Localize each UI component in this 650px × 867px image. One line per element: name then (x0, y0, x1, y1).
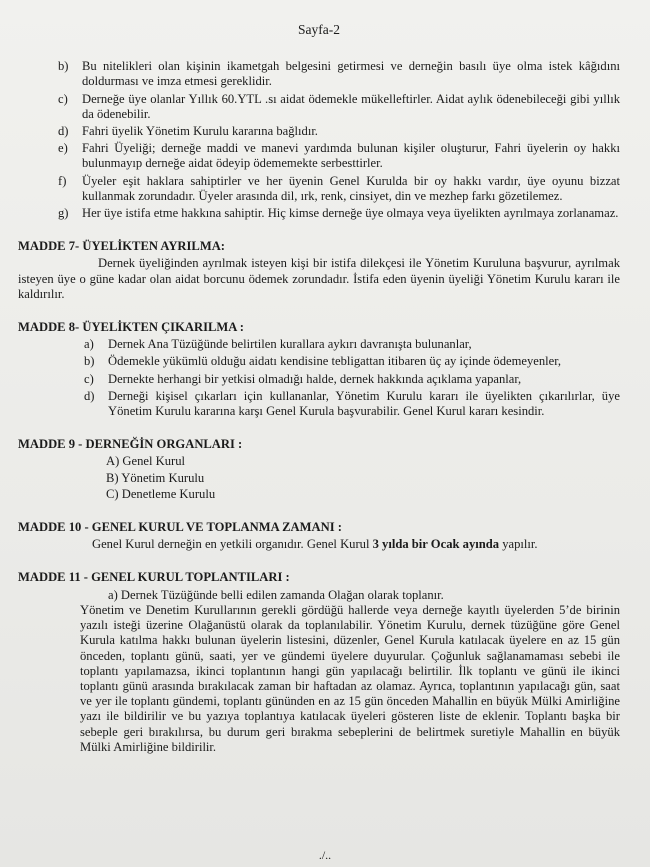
article-title: MADDE 9 - DERNEĞİN ORGANLARI : (18, 437, 243, 452)
list-item: B) Yönetim Kurulu (106, 470, 205, 485)
list-item: d) Fahri üyelik Yönetim Kurulu kararına bağlıdır. (58, 124, 318, 139)
article-text: Dernek üyeliğinden ayrılmak isteyen kişi bir istifa dilekçesi ile Yönetim Kuruluna başvurur, ayrılmak isteyen üye o güne kadar olan aidat borcunu ödemek zorundadır. İstifa eden üyenin üyeliği Yönetim Kurulu kararı ile kaldırılır. (18, 256, 620, 301)
list-item: C) Denetleme Kurulu (106, 486, 216, 501)
list-item: b) Bu nitelikleri olan kişinin ikametgah belgesini getirmesi ve derneğin basılı üye olma istek kâğıdını doldurması ve imza etmesi gereklidir. (58, 59, 620, 89)
organ-list (106, 454, 620, 502)
article-text: Yönetim ve Denetim Kurullarının gerekli gördüğü hallerde veya derneğe kayıtlı üyelerden 5’de birinin yazılı isteği üzerine Olağanüstü olarak da toplanılabilir. Yönetim Kurulu, dernek tüzüğüne göre Genel Kurula katılma hakkı bulunan üyelerin listesini, düzenler, Genel Kurula katılacak üyelere en az 15 gün önceden, toplantı günü, saati, yer ve gündemi üyelere duyurular. Çoğunluk sağlanamaması sebebi ile toplantı yapılamazsa, ikinci toplantının hangi gün yapılacağı belirtilir. İlk toplantı ve günü ile ikinci toplantı günü arasında bırakılacak zaman bir haftadan az olamaz. Ayrıca, toplantının yapılacağı gün, saat ve yer ile toplantı gündemi, toplantı gününden en az 15 gün önceden Mahallin en büyük Mülki Amirliğine yazı ile bildirilir ve bu yazıya toplantıya katılacak üyeleri gösteren liste de eklenir. Toplantı başka bir sebeple geri bırakılırsa, bu durum geri bırakma sebeplerini de belirtmek suretiyle Mahallin en büyük Mülki Amirliğine bildirilir. (80, 602, 620, 754)
article-first-line: a) Dernek Tüzüğünde belli edilen zamanda Olağan olarak toplanır. (108, 587, 444, 602)
list-item: c) Dernekte herhangi bir yetkisi olmadığı halde, dernek hakkında açıklama yapanlar, (84, 371, 522, 386)
article-10 (18, 520, 620, 552)
article-title: MADDE 8- ÜYELİKTEN ÇIKARILMA : (18, 320, 244, 335)
meeting-period: 3 yılda bir Ocak ayında (372, 537, 500, 552)
article-9 (18, 437, 620, 502)
continuation-mark: ./.. (318, 847, 332, 862)
article-list (84, 337, 620, 419)
page-number: Sayfa-2 (298, 22, 340, 37)
list-item: c) Derneğe üye olanlar Yıllık 60.YTL .sı aidat ödemekle mükelleftirler. Aidat aylık ödenebileceği gibi yıllık da ödenebilir. (58, 91, 620, 121)
list-item: e) Fahri Üyeliği; derneğe maddi ve manevi yardımda bulunan kişiler oluşturur, Fahri üyelerin oy hakkı bulunmayıp derneğe aidat ödeyip ödememekte serbesttirler. (58, 141, 620, 171)
list-item: A) Genel Kurul (106, 454, 186, 469)
article-8 (18, 320, 620, 419)
list-item: b) Ödemekle yükümlü olduğu aidatı kendisine tebligattan itibaren üç ay içinde ödemeyenler, (84, 354, 562, 369)
article-7 (18, 239, 620, 302)
list-item: d) Derneği kişisel çıkarları için kullananlar, Yönetim Kurulu kararı ile üyelikten çıkarılırlar, üye Yönetim Kurulu kararına karşı Genel Kurula başvurabilir. Genel Kurul kararı kesindir. (84, 388, 620, 419)
article-title: MADDE 11 - GENEL KURUL TOPLANTILARI : (18, 570, 290, 585)
list-item: f) Üyeler eşit haklara sahiptirler ve her üyenin Genel Kurulda bir oy hakkı vardır, üye oyunu bizzat kullanmak zorundadır. Üyeler arasında dil, ırk, renk, cinsiyet, din ve mezhep farkı gözetilemez. (58, 173, 620, 203)
article-title: MADDE 10 - GENEL KURUL VE TOPLANMA ZAMANI : (18, 520, 342, 535)
article-text: Genel Kurul derneğin en yetkili organıdır. Genel Kurul 3 yılda bir Ocak ayında yapılır. (92, 537, 538, 552)
list-item: a) Dernek Ana Tüzüğünde belirtilen kurallara aykırı davranışta bulunanlar, (84, 337, 472, 352)
article-11 (18, 570, 620, 754)
article-title: MADDE 7- ÜYELİKTEN AYRILMA: (18, 239, 225, 254)
intro-list (58, 59, 620, 221)
list-item: g) Her üye istifa etme hakkına sahiptir. Hiç kimse derneğe üye olmaya veya üyelikten ayrılmaya zorlanamaz. (58, 206, 619, 221)
